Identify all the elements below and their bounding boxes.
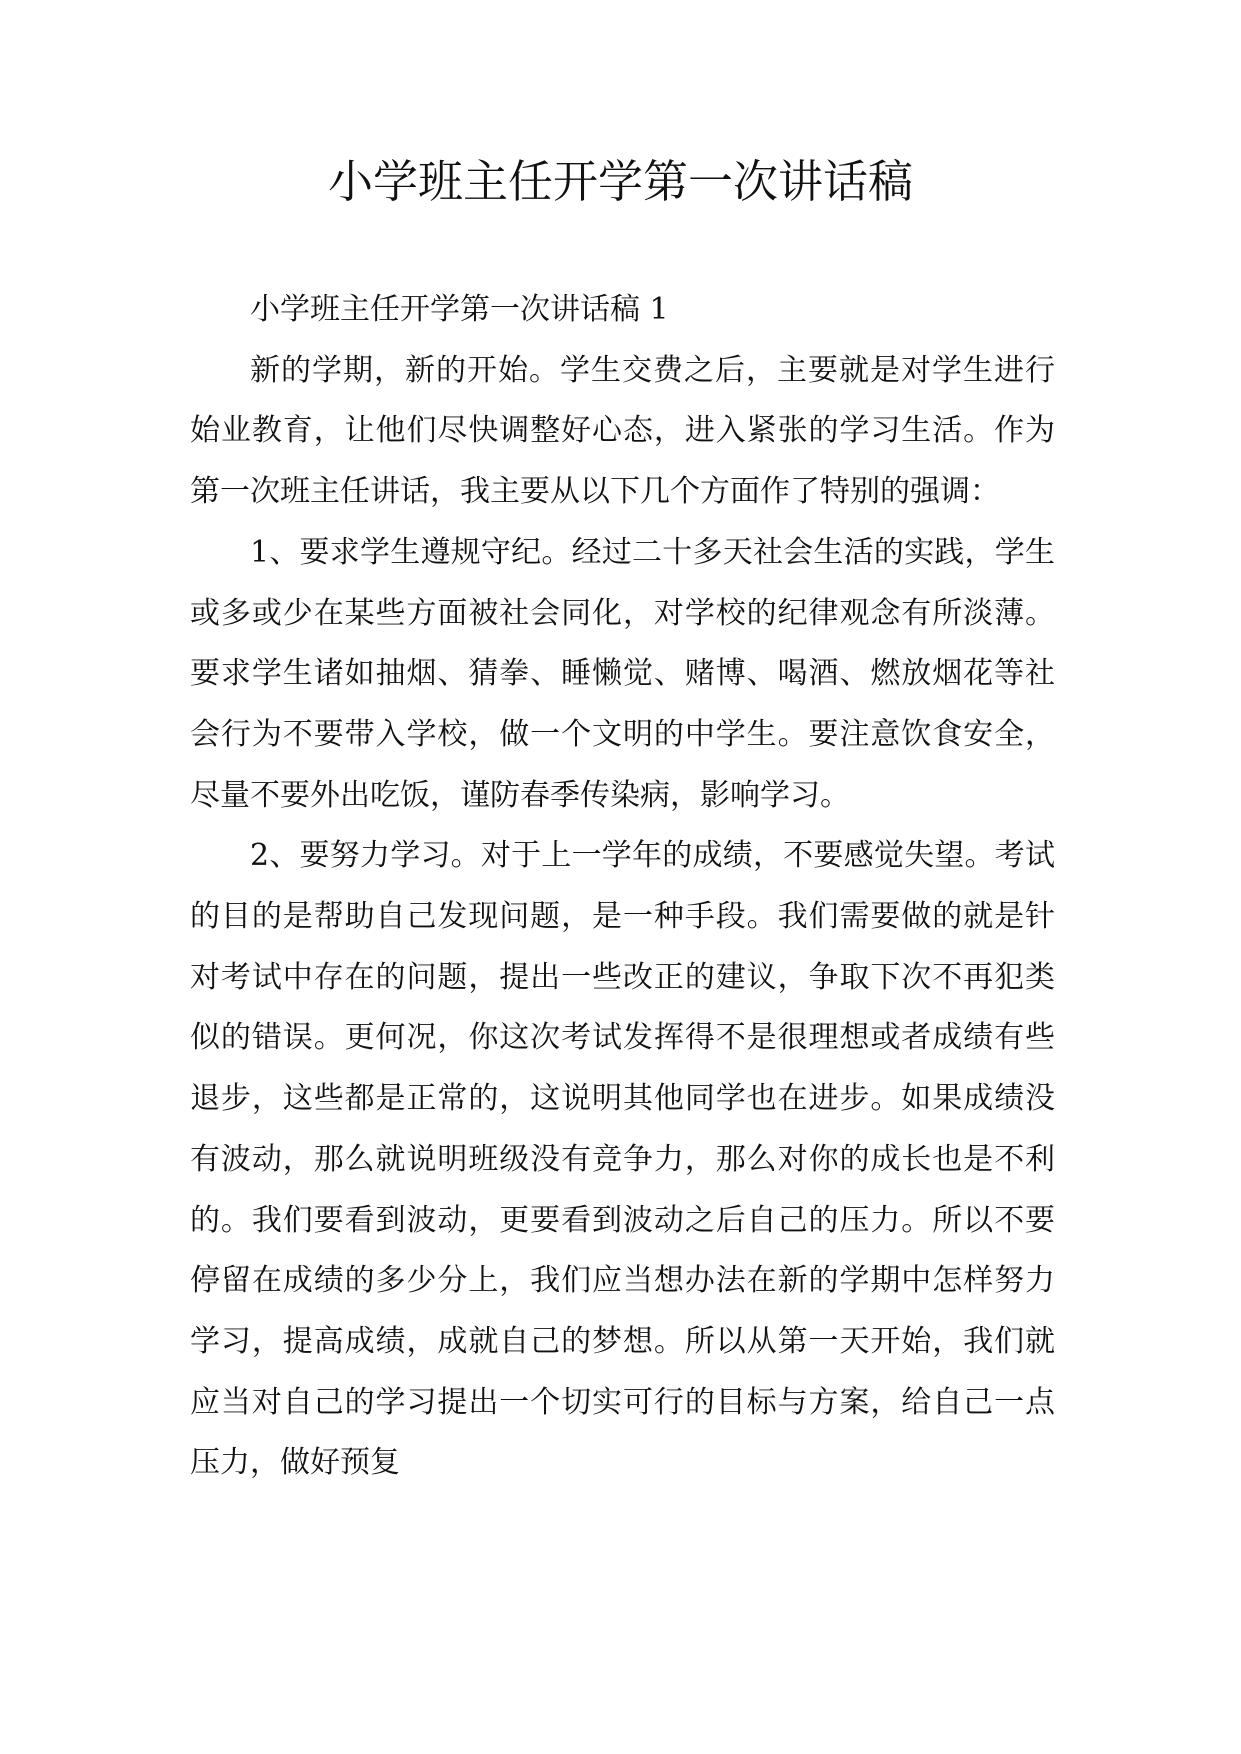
paragraph-point-1: 1、要求学生遵规守纪。经过二十多天社会生活的实践，学生或多或少在某些方面被社会同化，对学校的纪律观念有所淡薄。要求学生诸如抽烟、猜拳、睡懒觉、赌博、喝酒、燃放烟花等社会行为不要带入学校，做一个文明的中学生。要注意饮食安全，尽量不要外出吃饭，谨防春季传染病，影响学习。 [190,534,1055,813]
paragraph-subtitle: 小学班主任开学第一次讲话稿 1 [250,292,669,327]
paragraph-point-2: 2、要努力学习。对于上一学年的成绩，不要感觉失望。考试的目的是帮助自己发现问题，是一种手段。我们需要做的就是针对考试中存在的问题，提出一些改正的建议，争取下次不再犯类似的错误。更何况，你这次考试发挥得不是很理想或者成绩有些退步，这些都是正常的，这说明其他同学也在进步。如果成绩没有波动，那么就说明班级没有竞争力，那么对你的成长也是不利的。我们要看到波动，更要看到波动之后自己的压力。所以不要停留在成绩的多少分上，我们应当想办法在新的学期中怎样努力学习，提高成绩，成就自己的梦想。所以从第一天开始，我们就应当对自己的学习提出一个切实可行的目标与方案，给自己一点压力，做好预复 [190,838,1055,1481]
document-title: 小学班主任开学第一次讲话稿 [327,155,913,208]
paragraph-intro: 新的学期，新的开始。学生交费之后，主要就是对学生进行始业教育，让他们尽快调整好心态，进入紧张的学习生活。作为第一次班主任讲话，我主要从以下几个方面作了特别的强调： [190,352,1055,510]
document-body [190,280,1055,1494]
